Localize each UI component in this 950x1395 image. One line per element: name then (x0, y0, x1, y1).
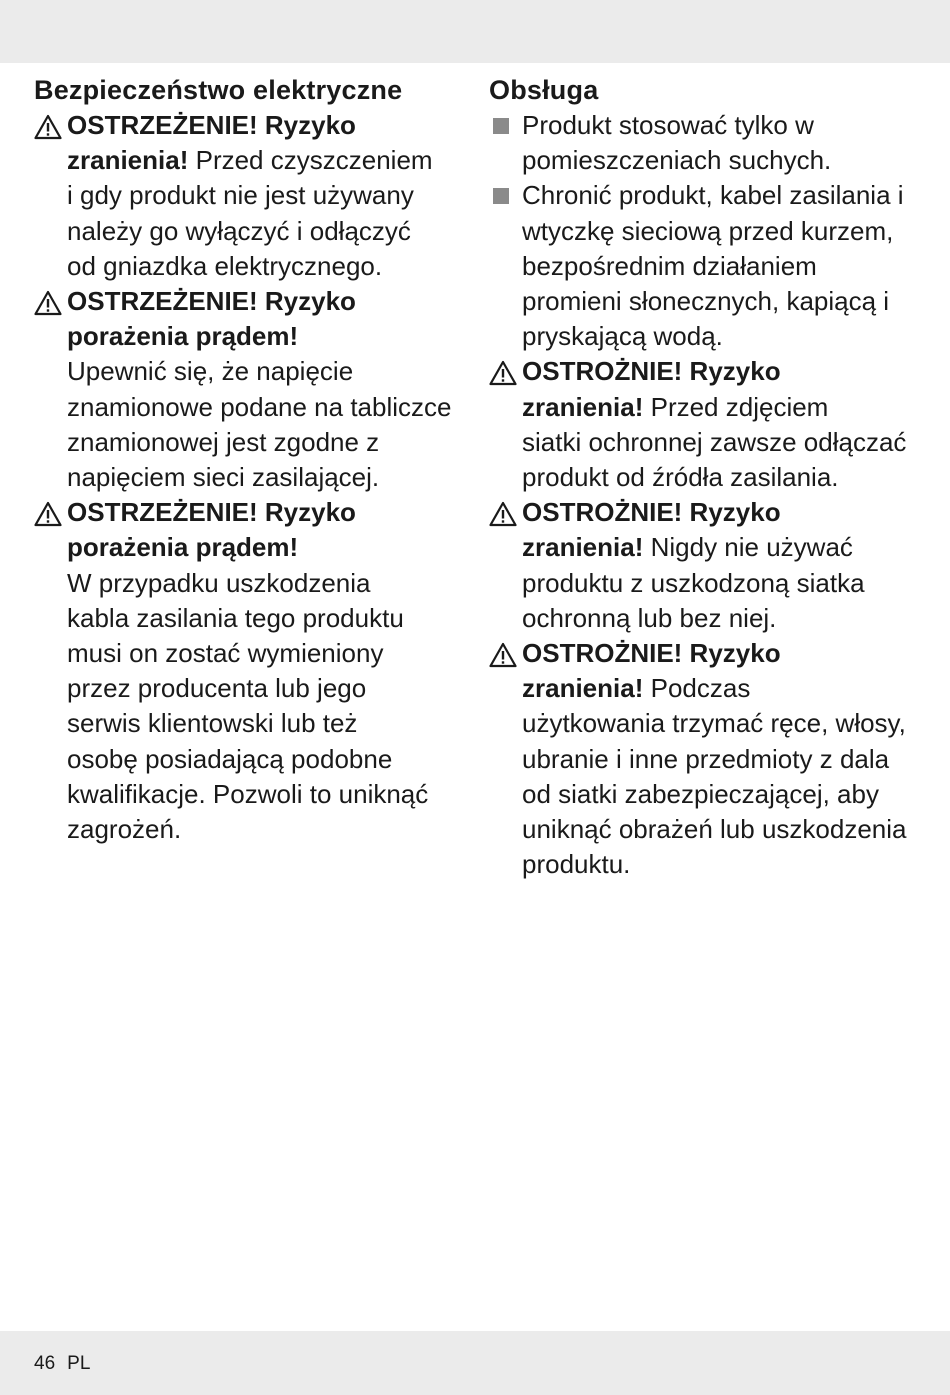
warning-text: napięciem sieci zasilającej. (67, 462, 380, 493)
square-bullet-icon (493, 118, 509, 134)
caution-text: Przed zdjęciem (643, 391, 829, 422)
caution-text: ochronną lub bez niej. (522, 602, 777, 633)
bullet-text: pryskającą wodą. (522, 321, 723, 352)
warning-triangle-icon (489, 501, 517, 527)
bullet-text: wtyczkę sieciową przed kurzem, (522, 215, 894, 246)
bullet-item-2 (489, 178, 919, 354)
caution-title-cont: zranienia! (522, 673, 644, 704)
caution-title: OSTROŻNIE! Ryzyko (522, 356, 781, 387)
warning-triangle-icon (34, 114, 62, 140)
warning-triangle-icon (489, 360, 517, 386)
caution-text: ubranie i inne przedmioty z dala (522, 743, 890, 774)
warning-title-cont: zranienia! (67, 145, 189, 176)
bullet-text: Produkt stosować tylko w (522, 110, 814, 140)
bullet-text: bezpośrednim działaniem (522, 250, 817, 281)
warning-title-cont: porażenia prądem! (67, 321, 299, 352)
warning-triangle-icon (34, 290, 62, 316)
operation-section (489, 72, 919, 882)
caution-block-2 (489, 495, 919, 636)
caution-text: produkt od źródła zasilania. (522, 462, 839, 493)
warning-text: musi on zostać wymieniony (67, 638, 384, 669)
caution-title-cont: zranienia! (522, 391, 644, 422)
warning-triangle-icon (34, 501, 62, 527)
warning-text: od gniazdka elektrycznego. (67, 250, 383, 281)
warning-block-1 (34, 108, 470, 284)
square-bullet-icon (493, 188, 509, 204)
warning-block-3 (34, 495, 470, 847)
section-heading: Bezpieczeństwo elektryczne (34, 75, 403, 105)
caution-block-1 (489, 354, 919, 495)
bullet-text: promieni słonecznych, kapiącą i (522, 286, 890, 317)
caution-text: od siatki zabezpieczającej, aby (522, 778, 879, 809)
warning-text: należy go wyłączyć i odłączyć (67, 215, 411, 246)
caution-text: Nigdy nie używać (643, 532, 853, 563)
caution-title: OSTROŻNIE! Ryzyko (522, 497, 781, 528)
warning-text: kabla zasilania tego produktu (67, 602, 404, 633)
warning-title: OSTRZEŻENIE! Ryzyko (67, 286, 356, 317)
warning-text: serwis klientowski lub też (67, 708, 358, 739)
warning-text: i gdy produkt nie jest używany (67, 180, 414, 211)
warning-title-cont: porażenia prądem! (67, 532, 299, 563)
warning-text: Upewnić się, że napięcie (67, 356, 354, 387)
bullet-text: Chronić produkt, kabel zasilania i (522, 180, 904, 211)
page-number: 46 (34, 1353, 56, 1374)
warning-text: przez producenta lub jego (67, 673, 367, 704)
header-band (0, 0, 950, 63)
bullet-item-1 (489, 108, 919, 178)
warning-block-2 (34, 284, 470, 495)
warning-text: kwalifikacje. Pozwoli to uniknąć (67, 778, 429, 809)
caution-title-cont: zranienia! (522, 532, 644, 563)
caution-text: produktu z uszkodzoną siatka (522, 567, 865, 598)
warning-text: znamionowej jest zgodne z (67, 426, 380, 457)
page-footer (34, 1353, 102, 1375)
warning-title: OSTRZEŻENIE! Ryzyko (67, 110, 356, 140)
bullet-text: pomieszczeniach suchych. (522, 145, 832, 176)
caution-title: OSTROŻNIE! Ryzyko (522, 638, 781, 669)
language-code: PL (67, 1353, 91, 1374)
warning-title: OSTRZEŻENIE! Ryzyko (67, 497, 356, 528)
caution-text: uniknąć obrażeń lub uszkodzenia (522, 814, 907, 845)
caution-text: Podczas (643, 673, 751, 704)
warning-text: W przypadku uszkodzenia (67, 567, 371, 598)
warning-text: osobę posiadającą podobne (67, 743, 393, 774)
footer-band (0, 1331, 950, 1395)
warning-triangle-icon (489, 642, 517, 668)
caution-text: użytkowania trzymać ręce, włosy, (522, 708, 906, 739)
caution-text: produktu. (522, 849, 631, 880)
warning-text: Przed czyszczeniem (188, 145, 433, 176)
caution-block-3 (489, 636, 919, 882)
warning-text: znamionowe podane na tabliczce (67, 391, 452, 422)
electrical-safety-section (34, 72, 470, 847)
section-heading: Obsługa (489, 75, 599, 105)
warning-text: zagrożeń. (67, 814, 182, 845)
caution-text: siatki ochronnej zawsze odłączać (522, 426, 907, 457)
